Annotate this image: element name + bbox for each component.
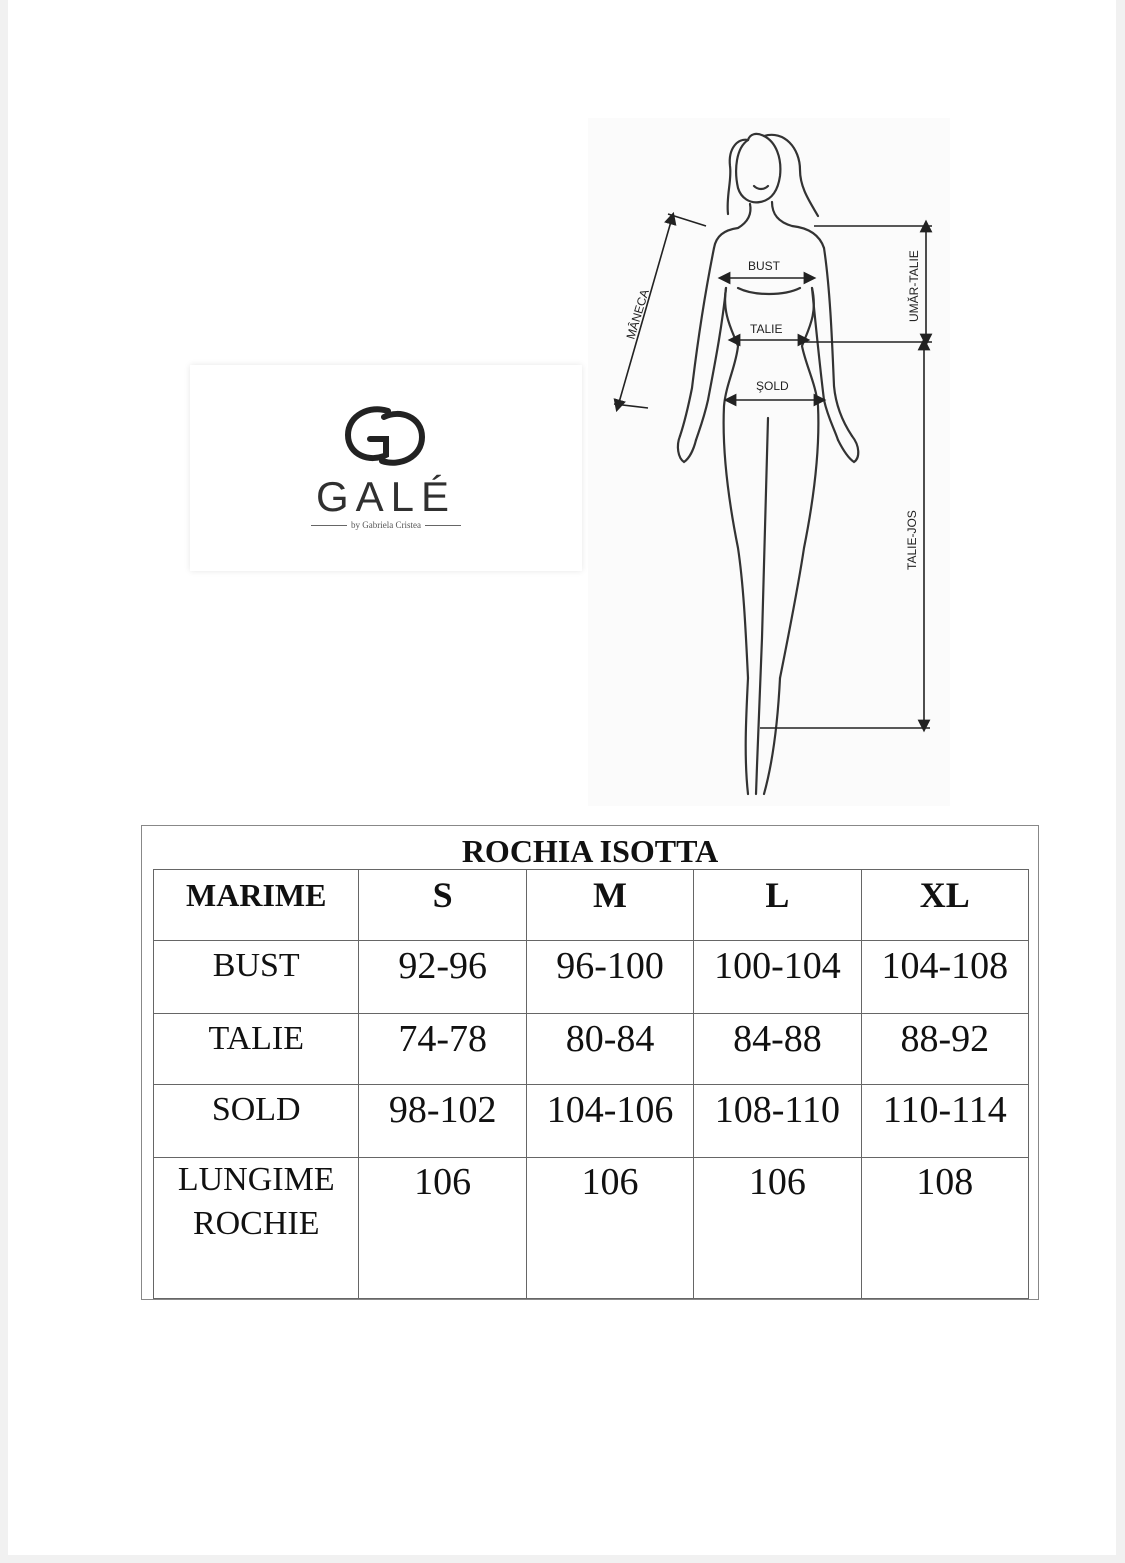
byline-divider-right: [425, 525, 461, 526]
figure-label-umar-talie: UMĂR-TALIE: [907, 250, 921, 322]
table-cell: 104-106: [526, 1085, 693, 1158]
body-measurement-figure: [588, 118, 950, 806]
header-cell-s: S: [359, 870, 526, 941]
header-cell-marime: MARIME: [154, 870, 359, 941]
byline-divider-left: [311, 525, 347, 526]
brand-logo-card: [190, 365, 582, 571]
table-cell: 96-100: [526, 941, 693, 1014]
row-label-bust: BUST: [154, 941, 359, 1014]
brand-name-wrap: [190, 473, 582, 521]
brand-monogram-icon: [340, 401, 430, 471]
brand-byline-row: [190, 520, 582, 530]
table-row: [154, 1085, 1029, 1158]
table-cell: 104-108: [861, 941, 1028, 1014]
table-cell: 110-114: [861, 1085, 1028, 1158]
figure-label-talie: TALIE: [750, 322, 783, 336]
table-cell: 98-102: [359, 1085, 526, 1158]
row-label-line: LUNGIME: [177, 1161, 335, 1198]
table-cell: 108: [861, 1158, 1028, 1299]
table-row: [154, 1158, 1029, 1299]
table-cell: 88-92: [861, 1014, 1028, 1085]
table-cell: 80-84: [526, 1014, 693, 1085]
row-label-line: ROCHIE: [192, 1205, 320, 1242]
row-label-lungime-rochie: [154, 1158, 359, 1299]
table-cell: 106: [694, 1158, 861, 1299]
table-cell: 74-78: [359, 1014, 526, 1085]
table-cell: 106: [526, 1158, 693, 1299]
figure-label-bust: BUST: [748, 259, 781, 273]
header-cell-m: M: [526, 870, 693, 941]
page-sheet: [8, 0, 1116, 1555]
brand-byline: by Gabriela Cristea: [351, 520, 421, 530]
figure-label-sold: ŞOLD: [756, 379, 789, 393]
table-header-row: [154, 870, 1029, 941]
row-label-sold: SOLD: [154, 1085, 359, 1158]
figure-label-maneca: MÂNECA: [623, 287, 652, 341]
size-chart-table: [153, 869, 1029, 1299]
row-label-talie: TALIE: [154, 1014, 359, 1085]
table-row: [154, 1014, 1029, 1085]
table-cell: 92-96: [359, 941, 526, 1014]
header-cell-xl: XL: [861, 870, 1028, 941]
table-cell: 100-104: [694, 941, 861, 1014]
table-cell: 106: [359, 1158, 526, 1299]
header-cell-l: L: [694, 870, 861, 941]
figure-label-talie-jos: TALIE-JOS: [905, 510, 919, 570]
brand-name: GALÉ: [315, 473, 457, 520]
table-cell: 108-110: [694, 1085, 861, 1158]
size-chart-title: ROCHIA ISOTTA: [461, 833, 719, 869]
size-chart-title-box: [141, 825, 1039, 869]
table-cell: 84-88: [694, 1014, 861, 1085]
table-row: [154, 941, 1029, 1014]
